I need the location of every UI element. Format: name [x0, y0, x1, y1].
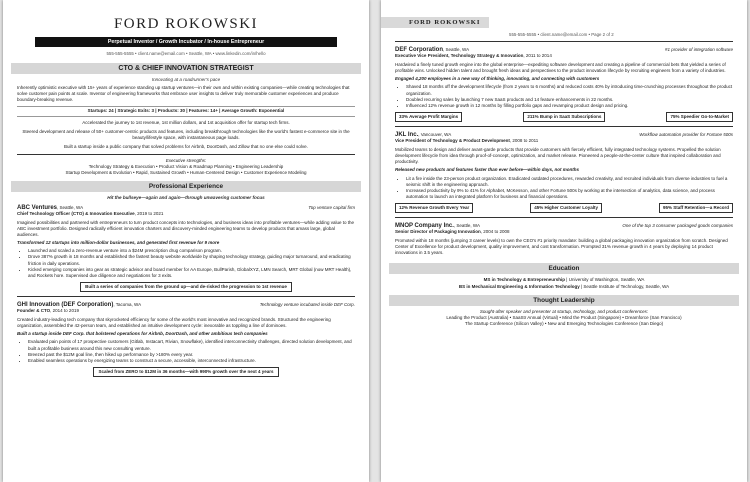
metric-boxes — [395, 203, 733, 213]
company-name: ABC Ventures — [17, 204, 58, 211]
company-tag: Technology venture incubated inside DEF Corp. — [259, 301, 355, 307]
job-highlight: Released new products and features faster than ever before—within days, not months — [395, 167, 580, 173]
bullet: • Drove 387% growth in 18 months and established the fastest beauty website worldwide by shaping technology strategy, guiding major turnaround, and eradicating friction in daily operations. — [28, 254, 355, 266]
achievement-box: Scaled from ZERO to $12M in 36 months—with 990% growth over the next 4 years — [93, 367, 278, 377]
job-role: Chief Technology Officer (CTO) & Innovation Executive — [17, 210, 135, 216]
bullet: • Launched and scaled a zero-revenue venture into a $24M prescription drug comparison program. — [28, 248, 355, 254]
job-role: Vice President of Technology & Product Development — [395, 138, 510, 144]
metric-boxes — [395, 112, 733, 122]
company-location: , Seattle, WA — [453, 222, 480, 228]
company-tag: #1 provider of integration software — [664, 47, 733, 52]
resume-page-2 — [381, 0, 747, 482]
bullet: • Kicked emerging companies into gear as strategic advisor and board member for AA Europe, BullParish, GlobalXYZ, LMN Search, MRT Global (now MRT Health), and Rockets hore. Supervised due diligence and negotiations for 3 exits. — [28, 267, 355, 279]
company-name: JKL Inc. — [395, 131, 419, 138]
job-description: Promoted within 18 months (jumping 3 career levels) to own the CEO's #1 priority mandate: building a global packaging innovation organization from scratch. Designed Center of Excellence for product development, quality improvement, and cost transformation. Prompted 31% revenue growth in 4 years by deploying 14 product innovations in 3.5 years. — [395, 238, 728, 256]
section-heading-thought-leadership: Thought Leadership — [389, 295, 739, 306]
email[interactable]: client.name@email.com — [137, 50, 185, 56]
resume-page-1 — [3, 0, 369, 482]
metric-box: 211% Bump in SaaS Subscriptions — [523, 112, 605, 122]
job-description: Imagined possibilities and partnered with entrepreneurs to turn product concepts into technologies, and business ideas into profitable ventures—while adding value to the ABC investment portfolio. Designed radically efficient innovation charters and discovery-minded engineering teams to develop products that amass large, global audiences. — [17, 220, 354, 238]
job-bullets — [17, 248, 355, 278]
company-tag: Top venture capital firm — [308, 204, 355, 210]
company-tag: One of the top 3 consumer packaged goods companies — [622, 222, 733, 228]
job-description: Mobilized teams to design and deliver avant-garde products that provide customers with fiercely efficient, fully integrated technology systems. Propelled the solution development lifecycle from idea through proof-of-concept, optimization, and market release. Pioneered a people-at-the-center culture that inspired collaboration and productivity. — [395, 147, 721, 165]
company-name: DEF Corporation — [395, 47, 443, 53]
company-tag: Workflow automation provider for Fortune 500s — [639, 131, 733, 137]
summary-line: Built a startup inside a public company that solved problems for Airbnb, DoorDash, and Zillow that no one else could solve. — [64, 144, 308, 150]
job-description: Hardwired a finely tuned growth engine into the global enterprise—expediting software development and creating a pipeline of commercial bets that yielded a series of profitable wins. Unlocked hidden talent and brought fresh ideas and perspectives to the product innovation lifecycle by recruiting engineers from a variety of industries. — [395, 62, 726, 74]
metric-box: 75% Speedier Go-to-Market — [666, 112, 733, 122]
education-entry — [395, 284, 733, 290]
experience-sub: Hit the bullseye—again and again—through unwavering customer focus — [107, 194, 265, 200]
linkedin-link[interactable]: www.linkedin.com/in/hello — [215, 50, 266, 56]
divider — [17, 154, 355, 155]
job-dates: , 2019 to 2021 — [134, 210, 164, 216]
conference-line: The Startup Conference (Silicon Valley) • New and Emerging Technologies Conference (San Diego) — [464, 320, 664, 326]
divider — [395, 126, 733, 127]
job-dates: , 2004 to 2008 — [480, 229, 510, 235]
bullet: • Lit a fire inside the 23-person product organization. Eradicated outdated procedures, rewarded creativity, and recruited individuals from diverse industries to fuel a seismic shift in the engineering approach. — [406, 176, 733, 188]
divider — [17, 296, 355, 297]
tagline-bar: Perpetual Inventor / Growth Incubator / In-house Entrepreneur — [35, 37, 337, 47]
location: Seattle, WA — [188, 50, 212, 56]
resume-name-page2: FORD ROKOWSKI — [381, 17, 489, 28]
thought-sub: Sought-after speaker and presenter at startup, technology, and product conferences: — [479, 308, 649, 314]
degree: BS in Mechanical Engineering & Information Technology — [458, 283, 580, 289]
summary-line: Steered development and release of 50+ customer-centric products and features, including breakthrough technologies like the world's fastest e-commerce site in the beauty/lifestyle space, with instantaneous page loads. — [22, 129, 350, 141]
job-dates: , 2008 to 2011 — [509, 138, 539, 144]
job-highlight: Engaged 4,200 employees in a new way of thinking, innovating, and connecting with customers — [395, 76, 600, 82]
company-location: , Seattle, WA — [57, 204, 84, 210]
metric-box: 12% Revenue Growth Every Year — [395, 203, 473, 213]
bullet: • Evaluated pain points of 17 prospective customers (Gitlab, Instacart, Rivian, Snowflake), identified interconnectivity challenges, directed solution development, and built a profitable business around this new consulting venture. — [28, 339, 355, 351]
headline-sub: Innovating at a roadrunner's pace — [151, 76, 221, 82]
section-heading-education: Education — [389, 263, 739, 274]
resume-name: FORD ROKOWSKI — [113, 16, 259, 32]
achievement-box: Built a series of companies from the ground up—and de-risked the progression to 1st revenue — [80, 282, 292, 292]
strengths-line: Startup Development & Evolution • Rapid, Sustained Growth • Human-Centered Design • Customer Experience Modeling — [65, 169, 307, 175]
metric-box: 45% Higher Customer Loyalty — [530, 203, 602, 213]
job-role: Executive Vice President, Technology Strategy & Innovation — [395, 53, 524, 59]
school: | Seattle Institute of Technology, Seattle, WA — [579, 283, 670, 289]
degree: MS in Technology & Entrepreneurship — [483, 277, 566, 283]
job-role: Senior Director of Packaging Innovation — [395, 229, 481, 235]
stats-line: Startups: 24 | Strategic Exits: 3 | Products: 30 | Features: 14+ | Average Growth: Exponential — [17, 106, 355, 117]
strengths-label: Executive strengths: — [165, 157, 207, 163]
bullet: • Breezed past the $12M goal line, then hiked up performance by >180% every year. — [28, 352, 355, 358]
conference-line: Leading the Product (Australia) • SaaStr Annual (Virtual) • Mind the Product (Singapore) • Dreamforce (San Francisco) — [446, 314, 682, 320]
summary-paragraph: Inherently optimistic executive with 15+ years of experience standing up startup ventures—in their own and within existing companies—while creating technologies that solve customer pain points at scale. Inventor of engineering frameworks that embrace user insights to deliver truly memorable customer experiences and produce boundary-breaking revenue. — [17, 84, 350, 102]
bullet: • Enabled seamless operations by energizing teams to construct a secure, accessible, interconnected infrastructure. — [28, 358, 355, 364]
section-heading-experience: Professional Experience — [11, 181, 361, 192]
page2-contact: 555-555-5555 • client.name@email.com • Page 2 of 2 — [509, 32, 614, 37]
bullet: • Doubled recurring sales by launching 7 new SaaS products and 14 feature enhancements in 22 months. — [406, 97, 733, 103]
job-highlight: Built a startup inside DEF Corp. that bolstered operations for Airbnb, DoorDash, and other ambitious tech companies — [17, 331, 268, 337]
job-role: Founder & CTO — [17, 308, 51, 314]
phone: 555-555-5555 — [106, 50, 134, 56]
job-highlight: Transformed 12 startups into million-dollar businesses, and generated first revenue for 9 more — [17, 240, 220, 246]
company-location: , Vancouver, WA — [418, 131, 452, 137]
job-dates: , 2014 to 2019 — [50, 308, 79, 314]
divider — [395, 217, 733, 218]
school: | University of Washington, Seattle, WA — [565, 277, 645, 283]
contact-line: 555-555-5555 • client.name@email.com • Seattle, WA • www.linkedin.com/in/hello — [106, 50, 266, 56]
metric-box: 95% Staff Retention—a Record — [659, 203, 733, 213]
bullet: • Influenced 12% revenue growth in 12 months by filling portfolio gaps and revamping product design and pricing. — [406, 103, 733, 109]
job-bullets — [395, 176, 733, 200]
job-description: Created industry-leading tech company that skyrocketed efficiency for some of the world's most innovative and recognized brands. Structured the engineering organization, assembled the 42-person team, and established an intuitive development cycle: inexorable as toppling a line of dominoes. — [17, 317, 331, 329]
summary-line: Accelerated the journey to 1st revenue, 1st million dollars, and 1st acquisition offer for startup tech firms. — [82, 120, 290, 126]
bullet: • Increased productivity by 9% to 41% for Alphabet, McKesson, and other Fortune 500s by working at the intersection of analytics, data science, and process automation to launch an integrated platform for business and financial operations. — [406, 188, 733, 200]
company-location: , Tacoma, WA — [113, 301, 142, 307]
company-name: MNOP Company Inc. — [395, 222, 454, 229]
company-location: , Seattle, WA — [443, 47, 470, 52]
bullet: • Shaved 18 months off the development lifecycle (from 2 years to 6 months) and reduced costs 40% by introducing time-crunching processes throughout the product organization. — [406, 84, 733, 96]
job-dates: , 2011 to 2014 — [523, 53, 552, 59]
job-bullets — [395, 84, 733, 108]
headline: CTO & CHIEF INNOVATION STRATEGIST — [11, 63, 361, 74]
company-name: GHI Innovation (DEF Corporation) — [17, 301, 114, 308]
strengths-line: Technology Strategy & Execution • Product Vision & Roadmap Planning • Engineering Leadership — [88, 163, 284, 169]
metric-box: 33% Average Profit Margins — [395, 112, 462, 122]
divider — [395, 41, 733, 42]
job-bullets — [17, 339, 355, 363]
